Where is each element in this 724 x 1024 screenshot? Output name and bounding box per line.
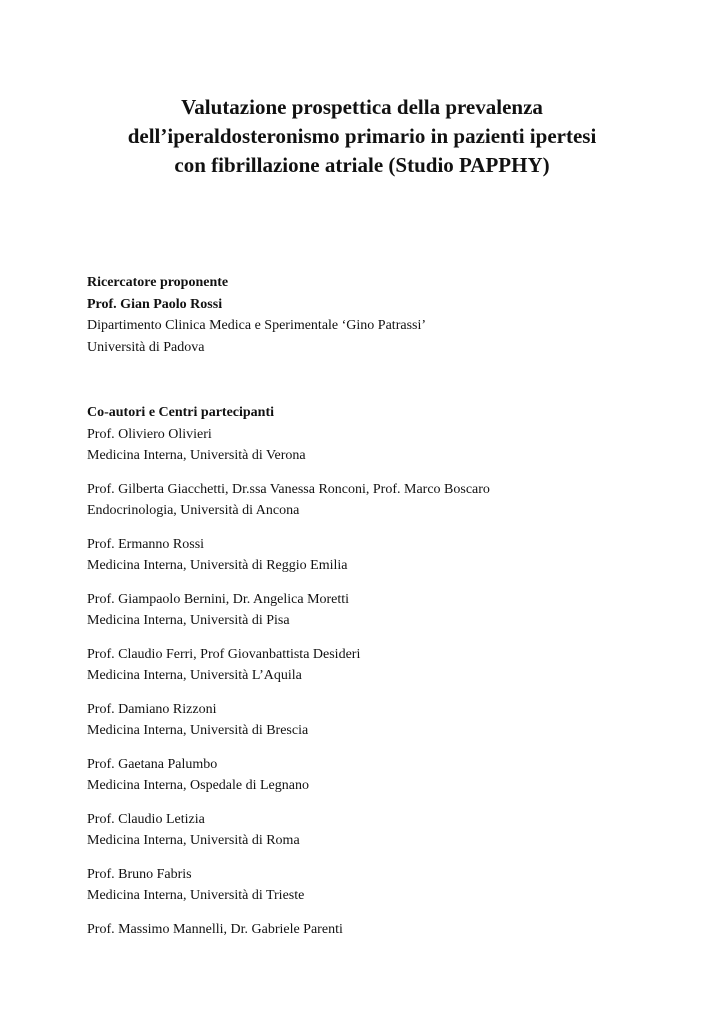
coauthor-center: Medicina Interna, Università di Trieste [87, 888, 305, 903]
coauthor-entry [87, 424, 687, 467]
coauthor-entry [87, 644, 687, 687]
coauthor-center: Medicina Interna, Università di Pisa [87, 613, 290, 628]
coauthor-center: Medicina Interna, Università L’Aquila [87, 668, 302, 683]
coauthor-center: Medicina Interna, Ospedale di Legnano [87, 778, 309, 793]
proposer-heading: Ricercatore proponente [87, 275, 229, 290]
coauthor-entry [87, 754, 687, 797]
coauthor-center: Medicina Interna, Università di Verona [87, 448, 306, 463]
proposer-name: Prof. Gian Paolo Rossi [87, 296, 223, 312]
coauthor-names: Prof. Gilberta Giacchetti, Dr.ssa Vanessa Ronconi, Prof. Marco Boscaro [87, 481, 490, 497]
coauthor-entry [87, 589, 687, 632]
coauthor-center: Medicina Interna, Università di Roma [87, 833, 300, 848]
coauthor-entry [87, 479, 687, 522]
coauthor-names: Prof. Giampaolo Bernini, Dr. Angelica Moretti [87, 591, 350, 607]
coauthor-names: Prof. Damiano Rizzoni [87, 701, 217, 717]
coauthor-center: Medicina Interna, Università di Reggio Emilia [87, 558, 348, 573]
coauthor-names: Prof. Claudio Ferri, Prof Giovanbattista Desideri [87, 646, 361, 662]
proposer-section [87, 272, 687, 358]
coauthor-names: Prof. Claudio Letizia [87, 811, 205, 827]
coauthor-names: Prof. Bruno Fabris [87, 866, 192, 882]
coauthors-heading: Co-autori e Centri partecipanti [87, 405, 275, 420]
proposer-university: Università di Padova [87, 339, 205, 355]
title-line: Valutazione prospettica della prevalenza [181, 95, 543, 119]
coauthor-names: Prof. Gaetana Palumbo [87, 756, 218, 772]
coauthors-section [87, 402, 687, 952]
coauthor-names: Prof. Ermanno Rossi [87, 536, 205, 552]
coauthor-entry [87, 534, 687, 577]
coauthor-entry [87, 699, 687, 742]
coauthor-entry [87, 809, 687, 852]
coauthor-entry [87, 864, 687, 907]
title-line: con fibrillazione atriale (Studio PAPPHY) [174, 153, 550, 177]
proposer-department: Dipartimento Clinica Medica e Sperimentale ‘Gino Patrassi’ [87, 318, 427, 333]
coauthor-names: Prof. Massimo Mannelli, Dr. Gabriele Parenti [87, 921, 343, 937]
coauthor-center: Medicina Interna, Università di Brescia [87, 723, 309, 738]
coauthor-entry [87, 919, 687, 941]
title-line: dell’iperaldosteronismo primario in pazienti ipertesi [127, 124, 597, 148]
coauthor-names: Prof. Oliviero Olivieri [87, 426, 212, 442]
document-title [40, 93, 684, 180]
coauthor-center: Endocrinologia, Università di Ancona [87, 503, 300, 518]
